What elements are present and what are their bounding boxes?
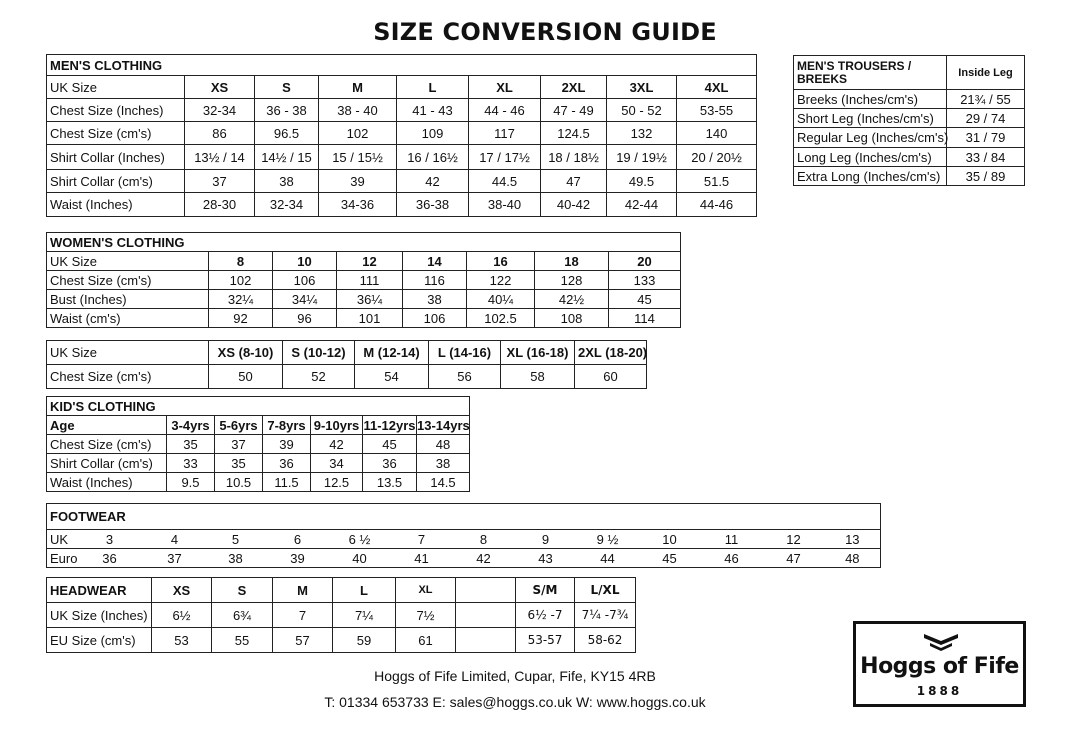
table-cell: 32¼ [209,290,273,309]
section-heading: WOMEN'S CLOTHING [47,233,681,252]
table-row [47,122,757,145]
table-cell: 41 [391,549,453,568]
table-cell: 132 [607,122,677,145]
table-row [794,148,1025,167]
footer-address: Hoggs of Fife Limited, Cupar, Fife, KY15 4RB [374,668,656,684]
table-header-cell: 11-12yrs [363,417,416,433]
table-cell: 111 [337,271,403,290]
table-cell: 11.5 [263,473,311,492]
table-cell: 9 ½ [577,530,639,549]
table-cell: 44.5 [469,170,541,193]
table-row [47,365,647,389]
table-header-cell: 18 [535,252,609,271]
table-cell: 38-40 [469,193,541,217]
table-header-cell: L (14-16) [429,341,501,365]
table-header-cell: S [212,578,273,603]
table-cell: 52 [283,365,355,389]
table-header-cell: 20 [609,252,681,271]
table-header-cell: UK Size [47,341,209,365]
table-header-cell: 12 [337,252,403,271]
table-header-cell: 7-8yrs [263,416,311,435]
table-cell: 14½ / 15 [255,145,319,170]
table-cell: 49.5 [607,170,677,193]
table-cell: 38 - 40 [319,99,397,122]
table-header-cell: S [255,76,319,99]
row-label: Long Leg (Inches/cm's) [794,148,947,167]
table-cell: 59 [333,628,396,653]
row-label: EU Size (cm's) [47,628,152,653]
table-cell: 35 [215,454,263,473]
page-title: SIZE CONVERSION GUIDE [373,18,717,46]
table-cell: 32-34 [255,193,319,217]
table-cell [456,628,516,653]
table-header-cell [456,578,516,603]
table-header-cell: XS [152,578,212,603]
table-cell: 13.5 [363,473,417,492]
chevron-logo-icon [922,632,960,652]
table-cell: 44 - 46 [469,99,541,122]
table-row [47,530,881,549]
table-cell: 12.5 [311,473,363,492]
table-cell: 21¾ / 55 [947,90,1025,109]
table-header-cell: 13-14yrs [417,417,470,433]
table-cell: 16 / 16½ [397,145,469,170]
table-cell: 33 [167,454,215,473]
table-cell: 6 [267,530,329,549]
row-label: UK Size (Inches) [47,603,152,628]
table-cell: 40¼ [467,290,535,309]
table-cell: 39 [267,549,329,568]
table-cell: 37 [145,549,205,568]
table-row [47,271,681,290]
table-cell: 10 [639,530,701,549]
table-header-cell: XL (16-18) [501,341,575,365]
table-cell: 33 / 84 [947,148,1025,167]
womens-clothing-table [46,232,681,328]
table-cell: 4 [145,530,205,549]
table-row [794,167,1025,186]
row-label: Extra Long (Inches/cm's) [794,167,947,186]
table-cell: 36-38 [397,193,469,217]
table-cell: 9 [515,530,577,549]
table-cell: 140 [677,122,757,145]
table-cell: 50 [209,365,283,389]
mens-trousers-table [793,55,1025,186]
table-cell: 7 [273,603,333,628]
row-label: Chest Size (cm's) [47,435,167,454]
table-cell: 47 [541,170,607,193]
table-cell: 48 [825,549,881,568]
table-header-cell: UK Size [47,76,185,99]
section-heading: MEN'S TROUSERS / BREEKS [794,56,947,90]
table-cell: 60 [575,365,647,389]
table-cell: 92 [209,309,273,328]
table-header-cell: M [319,76,397,99]
table-cell: 6¾ [212,603,273,628]
table-cell: 3 [75,530,145,549]
table-cell: 20 / 20½ [677,145,757,170]
table-cell: 42 [453,549,515,568]
table-header-cell: XS (8-10) [209,341,283,365]
headwear-table [46,577,636,653]
table-cell: 48 [417,435,470,454]
row-label: Short Leg (Inches/cm's) [794,109,947,128]
table-header-cell: L [333,578,396,603]
table-cell: 43 [515,549,577,568]
table-cell: 56 [429,365,501,389]
row-label: Shirt Collar (cm's) [47,454,167,473]
row-label: Shirt Collar (Inches) [47,145,185,170]
table-cell: 96.5 [255,122,319,145]
table-cell [456,603,516,628]
table-cell: 45 [639,549,701,568]
table-cell: 38 [417,454,470,473]
table-row [47,309,681,328]
table-cell: 28-30 [185,193,255,217]
table-cell: 54 [355,365,429,389]
table-cell: 45 [609,290,681,309]
table-header-cell: L [397,76,469,99]
row-label: UK [47,530,75,549]
table-cell: 55 [212,628,273,653]
table-cell: 7¼ [333,603,396,628]
table-cell: 106 [273,271,337,290]
table-cell: 7 [391,530,453,549]
row-label: Regular Leg (Inches/cm's) [794,128,947,148]
table-cell: 106 [403,309,467,328]
table-row [47,549,881,568]
table-cell: 13 [825,530,881,549]
row-label: Chest Size (cm's) [47,271,209,290]
table-header-cell: 5-6yrs [215,416,263,435]
brand-logo [853,621,1026,707]
table-header-cell: S/M [516,578,575,603]
row-label: Chest Size (cm's) [47,365,209,389]
table-cell: 10.5 [215,473,263,492]
table-row [794,128,1025,148]
table-header-cell: 9-10yrs [311,416,363,435]
table-header-cell: L/XL [575,578,636,603]
table-row [47,145,757,170]
row-label: Breeks (Inches/cm's) [794,90,947,109]
table-cell: 31 / 79 [947,128,1025,148]
table-row [794,109,1025,128]
table-cell: 36 [363,454,417,473]
table-header-cell: HEADWEAR [47,578,152,603]
row-label: Waist (Inches) [47,473,167,492]
row-label: Waist (Inches) [47,193,185,217]
row-label: Euro [47,549,75,568]
table-header-cell: 4XL [677,76,757,99]
table-header-cell: 10 [273,252,337,271]
table-header-cell: Inside Leg [947,56,1025,90]
table-header-cell: XL [396,578,456,603]
mens-clothing-table [46,54,757,217]
table-cell: 8 [453,530,515,549]
table-cell: 13½ / 14 [185,145,255,170]
table-cell: 42 [311,435,363,454]
table-cell: 45 [363,435,417,454]
table-row [47,170,757,193]
table-cell: 96 [273,309,337,328]
table-cell: 35 [167,435,215,454]
table-cell: 42-44 [607,193,677,217]
table-header-cell: 14 [403,252,467,271]
footwear-table [46,503,881,568]
table-cell: 128 [535,271,609,290]
table-row [794,90,1025,109]
table-cell: 58-62 [575,628,636,653]
table-cell: 109 [397,122,469,145]
table-cell: 12 [763,530,825,549]
footer-contact: T: 01334 653733 E: sales@hoggs.co.uk W: www.hoggs.co.uk [324,694,706,710]
table-row [47,435,470,454]
table-cell: 117 [469,122,541,145]
table-cell: 114 [609,309,681,328]
table-header-cell: M [273,578,333,603]
table-cell: 19 / 19½ [607,145,677,170]
table-header-cell: S (10-12) [283,341,355,365]
table-row [47,603,636,628]
table-cell: 39 [263,435,311,454]
table-cell: 133 [609,271,681,290]
table-cell: 37 [185,170,255,193]
table-cell: 42½ [535,290,609,309]
table-cell: 5 [205,530,267,549]
table-cell: 108 [535,309,609,328]
table-cell: 38 [403,290,467,309]
table-cell: 34¼ [273,290,337,309]
row-label: Waist (cm's) [47,309,209,328]
table-header-cell: 16 [467,252,535,271]
table-row [47,473,470,492]
table-cell: 36 [75,549,145,568]
table-cell: 53-57 [516,628,575,653]
table-cell: 14.5 [417,473,470,492]
table-cell: 6½ -7 [516,603,575,628]
table-cell: 58 [501,365,575,389]
table-cell: 47 - 49 [541,99,607,122]
table-header-cell: 2XL (18-20) [575,341,647,365]
table-cell: 34 [311,454,363,473]
table-cell: 122 [467,271,535,290]
table-header-cell: M (12-14) [355,341,429,365]
table-row [47,193,757,217]
table-cell: 36¼ [337,290,403,309]
table-cell: 47 [763,549,825,568]
table-header-cell: 3XL [607,76,677,99]
table-cell: 86 [185,122,255,145]
table-header-cell: 2XL [541,76,607,99]
table-cell: 44 [577,549,639,568]
table-cell: 61 [396,628,456,653]
table-cell: 36 [263,454,311,473]
table-cell: 34-36 [319,193,397,217]
table-cell: 50 - 52 [607,99,677,122]
table-cell: 38 [255,170,319,193]
womens-letter-size-table [46,340,647,389]
table-cell: 46 [701,549,763,568]
table-header-cell: XL [469,76,541,99]
table-cell: 29 / 74 [947,109,1025,128]
table-cell: 40 [329,549,391,568]
table-cell: 18 / 18½ [541,145,607,170]
table-cell: 6½ [152,603,212,628]
table-cell: 57 [273,628,333,653]
table-cell: 15 / 15½ [319,145,397,170]
table-cell: 102.5 [467,309,535,328]
table-cell: 9.5 [167,473,215,492]
table-cell: 17 / 17½ [469,145,541,170]
logo-year: 1888 [916,684,963,698]
section-heading: MEN'S CLOTHING [47,55,757,76]
table-row [47,99,757,122]
table-cell: 116 [403,271,467,290]
table-cell: 102 [319,122,397,145]
table-cell: 40-42 [541,193,607,217]
section-heading: FOOTWEAR [47,504,881,530]
table-header-cell: 3-4yrs [167,416,215,435]
table-header-cell: 8 [209,252,273,271]
table-cell: 124.5 [541,122,607,145]
table-cell: 36 - 38 [255,99,319,122]
table-cell: 37 [215,435,263,454]
table-cell: 38 [205,549,267,568]
table-header-cell: Age [47,416,167,435]
table-cell: 42 [397,170,469,193]
row-label: Bust (Inches) [47,290,209,309]
row-label: Chest Size (Inches) [47,99,185,122]
table-row [47,454,470,473]
table-cell: 41 - 43 [397,99,469,122]
table-cell: 39 [319,170,397,193]
table-cell: 7½ [396,603,456,628]
table-cell: 7¼ -7¾ [575,603,636,628]
table-cell: 32-34 [185,99,255,122]
table-header-cell: UK Size [47,252,209,271]
table-cell: 6 ½ [329,530,391,549]
table-cell: 51.5 [677,170,757,193]
row-label: Chest Size (cm's) [47,122,185,145]
table-header-cell: XS [185,76,255,99]
table-cell: 53-55 [677,99,757,122]
logo-name: Hoggs of Fife [860,654,1019,679]
section-heading: KID'S CLOTHING [47,397,470,416]
table-cell: 53 [152,628,212,653]
table-row [47,290,681,309]
table-cell: 11 [701,530,763,549]
table-cell: 101 [337,309,403,328]
table-cell: 35 / 89 [947,167,1025,186]
table-cell: 44-46 [677,193,757,217]
table-row [47,628,636,653]
table-cell: 102 [209,271,273,290]
row-label: Shirt Collar (cm's) [47,170,185,193]
kids-clothing-table [46,396,470,492]
